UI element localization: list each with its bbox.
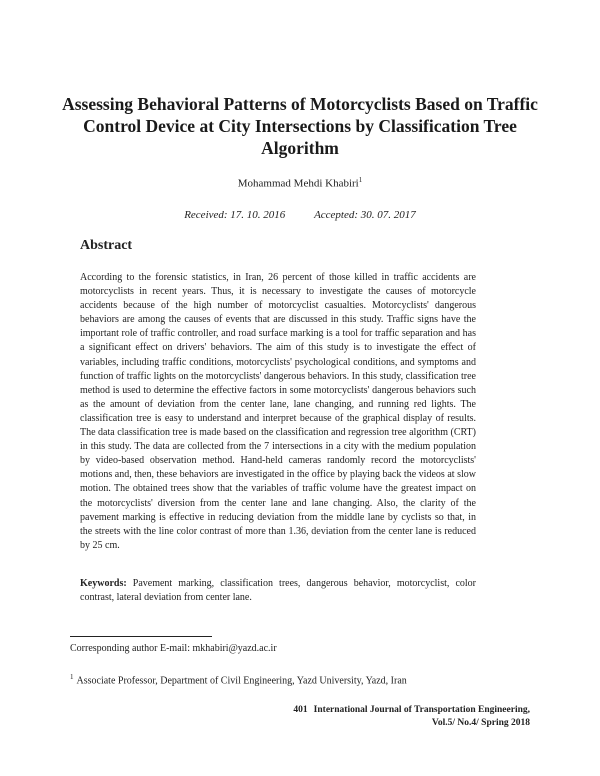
received-date: Received: 17. 10. 2016 [184,209,286,221]
author-footnote-marker: 1 [358,176,363,184]
footnote-marker: 1 [70,673,74,681]
keywords-label: Keywords: [80,578,127,589]
keywords [80,577,476,605]
abstract-body: According to the forensic statistics, in Iran, 26 percent of those killed in traffic accidents are motorcyclists in recent years. Thus, it is necessary to investigate the causes of motorcycle accidents because of the high number of motorcyclist casualties. Motorcyclists' dangerous behaviors are among the causes of events that are discussed in this study. Traffic signs have the important role of traffic controller, and road surface marking is a tool for traffic separation and has a significant effect on drivers' behaviors. The aim of this study is to investigate the effect of variables, including traffic conditions, motorcyclists' psychological conditions, and symptoms and function of traffic lights on the motorcyclists' dangerous behaviors. In this study, classification tree method is used to determine the effective factors in some motorcyclists' dangerous behaviors such as the amount of deviation from the center lane, lane changing, and running red lights. The classification tree is easy to understand and interpret because of the graphical display of results. The data classification tree is made based on the classification and regression tree algorithm (CRT) in this study. The data are collected from the 7 intersections in a city with the medium population by video-based observation method. Hand-held cameras randomly record the motorcyclists' motions and, then, these behaviors are investigated in the office by playing back the videos at slow motion. The obtained trees show that the variables of traffic volume have the greatest impact on the motorcyclists' diversion from the center lane and lane changing. Also, the clarity of the pavement marking is effective in reducing deviation from the middle lane by cyclists so that, in the streets with the line color contrast of more than 1.36, deviation from the center lane is reduced by 25 cm. [80,272,476,551]
author-line [0,176,600,190]
abstract-heading: Abstract [80,238,133,253]
keywords-text: Pavement marking, classification trees, dangerous behavior, motorcyclist, color contrast, lateral deviation from center lane. [80,578,476,603]
journal-issue: Vol.5/ No.4/ Spring 2018 [431,717,530,728]
journal-name: International Journal of Transportation Engineering, [313,705,530,715]
paper-title: Assessing Behavioral Patterns of Motorcyclists Based on Traffic Control Device at City Intersections by Classification Tree Algorithm [62,94,538,158]
page-number: 401 [293,705,308,715]
submission-dates [0,209,600,221]
accepted-date: Accepted: 30. 07. 2017 [314,209,416,221]
page-footer [293,704,530,729]
footnote-affiliation [70,673,407,686]
footer-line-1 [293,704,530,717]
author-name: Mohammad Mehdi Khabiri [237,177,359,190]
footnote-divider [70,636,212,637]
footnote-contact: Corresponding author E-mail: mkhabiri@yazd.ac.ir [70,643,277,654]
footnote-affiliation-text: Associate Professor, Department of Civil Engineering, Yazd University, Yazd, Iran [76,675,407,687]
